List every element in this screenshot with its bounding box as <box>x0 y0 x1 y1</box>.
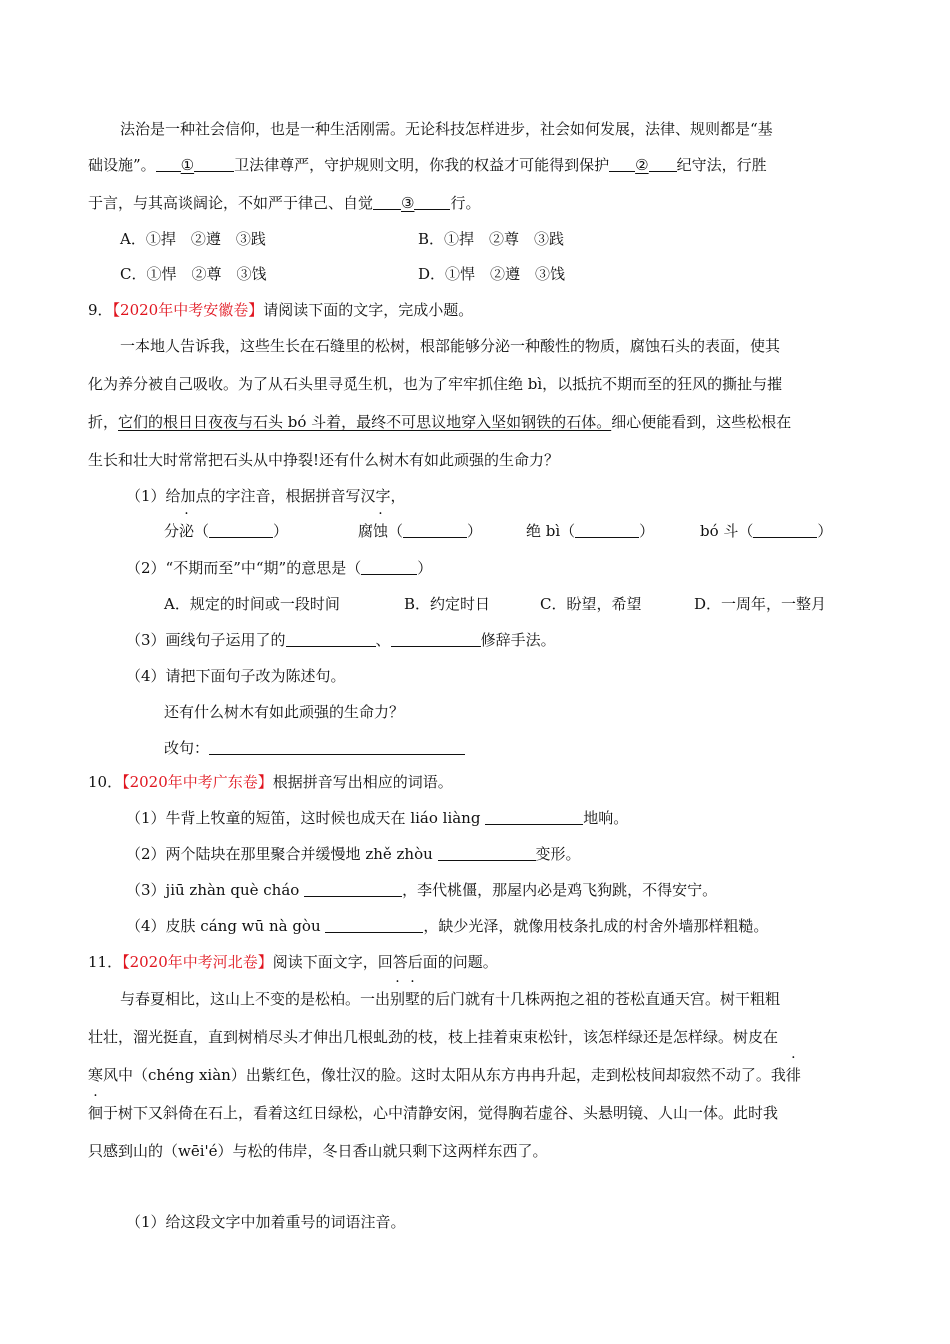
option-c: C．①悍 ②尊 ③饯 <box>120 265 267 283</box>
q9-heading <box>88 299 473 321</box>
q10-item-text: 地响。 <box>583 809 629 827</box>
q10-item-1 <box>126 807 628 829</box>
q9-underlined-sentence: 它们的根日日夜夜与石头 bó 斗着，最终不可思议地穿入坚如钢铁的石体。 <box>118 413 612 431</box>
q9-source-tag: 【2020年中考安徽卷】 <box>112 301 264 319</box>
q11-sub-1: （1）给这段文字中加着重号的词语注音。 <box>126 1213 406 1231</box>
q9-sub-1: （1）给加点的字注音，根据拼音写汉字， <box>126 487 406 505</box>
dotted-char: 徘 <box>785 1066 801 1084</box>
q10-prompt: 根据拼音写出相应的词语。 <box>272 773 453 791</box>
q9-word-1 <box>164 520 288 542</box>
q9-sub-3 <box>126 629 556 651</box>
paren: ） <box>273 522 289 540</box>
q10-number: 10． <box>88 773 123 791</box>
q9-text: 细心便能看到，这些松根在 <box>611 413 792 431</box>
q10-item-2 <box>126 843 581 865</box>
q11-passage-line-2: 壮壮，溜光挺直，直到树梢尽头才伸出几根虬劲的枝，枝上挂着束束松针，该怎样绿还是怎样绿。树皮在 <box>88 1028 779 1046</box>
q9-sub-3-text: 修辞手法。 <box>480 631 556 649</box>
q9-word-2 <box>358 520 482 542</box>
option-a: A．①捍 ②遵 ③践 <box>120 230 266 248</box>
q10-item-4 <box>126 915 768 937</box>
q10-heading <box>88 771 453 793</box>
q9-passage-line-3 <box>88 411 791 433</box>
paren: ） <box>639 522 655 540</box>
intro-text: 础设施”。 <box>88 156 156 174</box>
q9-sub-2-option-c: C．盼望，希望 <box>540 595 642 613</box>
q9-sub-2-option-d: D．一周年，一整月 <box>694 595 827 613</box>
q9-word-4 <box>700 520 832 542</box>
dotted-char: 别 <box>390 990 406 1008</box>
q11-number: 11． <box>88 953 123 971</box>
q11-text: 寒风中（chéng xiàn）出紫红色，像壮汉的脸。这时太阳从东方冉冉升起，走到松枝间却寂然不动了。我 <box>88 1066 786 1084</box>
q11-source-tag: 【2020年中考河北卷】 <box>122 953 273 971</box>
q11-text: 的后门就有十几株两抱之祖的苍松直通天宫。树干粗粗 <box>420 990 781 1008</box>
q11-heading <box>88 951 498 973</box>
q9-prompt: 请阅读下面的文字，完成小题。 <box>263 301 474 319</box>
q11-passage-line-5: 只感到山的（wēi'é）与松的伟岸，冬日香山就只剩下这两样东西了。 <box>88 1142 548 1160</box>
paren: （ <box>388 522 404 540</box>
intro-text: 卫法律尊严，守护规则文明，你我的权益才可能得到保护 <box>234 156 610 174</box>
intro-text: 纪守法，行胜 <box>676 156 767 174</box>
word-char: 腐 <box>358 522 374 540</box>
q10-item-text: ，缺少光泽，就像用枝条扎成的村舍外墙那样粗糙。 <box>423 917 769 935</box>
paren: ） <box>467 522 483 540</box>
q10-item-text: 变形。 <box>535 845 581 863</box>
dotted-char: 墅 <box>405 990 421 1008</box>
intro-text: 于言，与其高谈阔论，不如严于律己、自觉 <box>88 194 374 212</box>
word-text: 绝 bì（ <box>526 522 576 540</box>
q9-passage-line-4: 生长和壮大时常常把石头从中挣裂!还有什么树木有如此顽强的生命力？ <box>88 451 560 469</box>
option-b: B．①捍 ②尊 ③践 <box>418 230 565 248</box>
q9-sub-2-option-a: A．规定的时间或一段时间 <box>164 595 340 613</box>
q9-passage-line-2: 化为养分被自己吸收。为了从石头里寻觅生机，也为了牢牢抓住绝 bì，以抵抗不期而至的狂风的撕扯与摧 <box>88 375 783 393</box>
paren: ） <box>817 522 833 540</box>
word-char: 分 <box>164 522 180 540</box>
intro-text: 行。 <box>450 194 481 212</box>
q9-text: 折， <box>88 413 119 431</box>
blank-2-label: ② <box>635 156 649 174</box>
q10-item-text: （2）两个陆块在那里聚合并缓慢地 zhě zhòu <box>126 845 438 863</box>
q11-text: 与春夏相比，这山上不变的是松柏。一出 <box>120 990 391 1008</box>
q9-sub-2-option-b: B．约定时日 <box>404 595 491 613</box>
q11-prompt: 阅读下面文字，回答后面的问题。 <box>272 953 498 971</box>
intro-line-3 <box>88 192 480 214</box>
q9-word-3 <box>526 520 654 542</box>
q10-item-text: ，李代桃僵，那屋内必是鸡飞狗跳，不得安宁。 <box>402 881 718 899</box>
option-d: D．①悍 ②遵 ③饯 <box>418 265 566 283</box>
q9-sub-3-text: 、 <box>375 631 391 649</box>
dotted-char: 泌 <box>179 522 195 540</box>
q9-passage-line-1: 一本地人告诉我，这些生长在石缝里的松树，根部能够分泌一种酸性的物质，腐蚀石头的表面，使其 <box>120 337 781 355</box>
q10-item-text: （4）皮肤 cáng wū nà gòu <box>126 917 326 935</box>
dotted-char: 徊 <box>88 1104 104 1122</box>
q10-item-text: （3）jiū zhàn què cháo <box>126 881 305 899</box>
q9-sub-4: （4）请把下面句子改为陈述句。 <box>126 667 346 685</box>
q11-passage-line-4 <box>88 1102 778 1124</box>
blank-1-label: ① <box>180 156 195 174</box>
q9-sub-3-text: （3）画线句子运用了的 <box>126 631 286 649</box>
intro-line-1: 法治是一种社会信仰，也是一种生活刚需。无论科技怎样进步，社会如何发展，法律、规则都是“基 <box>120 120 773 138</box>
q9-sub-4-answer <box>164 737 465 759</box>
q11-text: 于树下又斜倚在石上，看着这红日绿松，心中清静安闲，觉得胸若虚谷、头悬明镜、人山一体。此时我 <box>103 1104 779 1122</box>
blank-3-label: ③ <box>401 194 415 212</box>
q10-item-3 <box>126 879 717 901</box>
q10-source-tag: 【2020年中考广东卷】 <box>122 773 273 791</box>
dotted-char: 蚀 <box>373 522 389 540</box>
q9-sub-4-question: 还有什么树木有如此顽强的生命力？ <box>164 703 405 721</box>
intro-line-2 <box>88 154 767 176</box>
q9-sub-2 <box>126 557 432 579</box>
paren: （ <box>194 522 210 540</box>
q10-item-text: （1）牛背上牧童的短笛，这时候也成天在 liáo liàng <box>126 809 486 827</box>
q9-number: 9． <box>88 301 113 319</box>
q11-passage-line-3 <box>88 1064 801 1086</box>
q9-sub-2-text: （2）“不期而至”中“期”的意思是（ <box>126 559 362 577</box>
q11-passage-line-1 <box>120 988 780 1010</box>
paren: ） <box>417 559 433 577</box>
answer-label: 改句： <box>164 739 210 757</box>
word-text: bó 斗（ <box>700 522 754 540</box>
